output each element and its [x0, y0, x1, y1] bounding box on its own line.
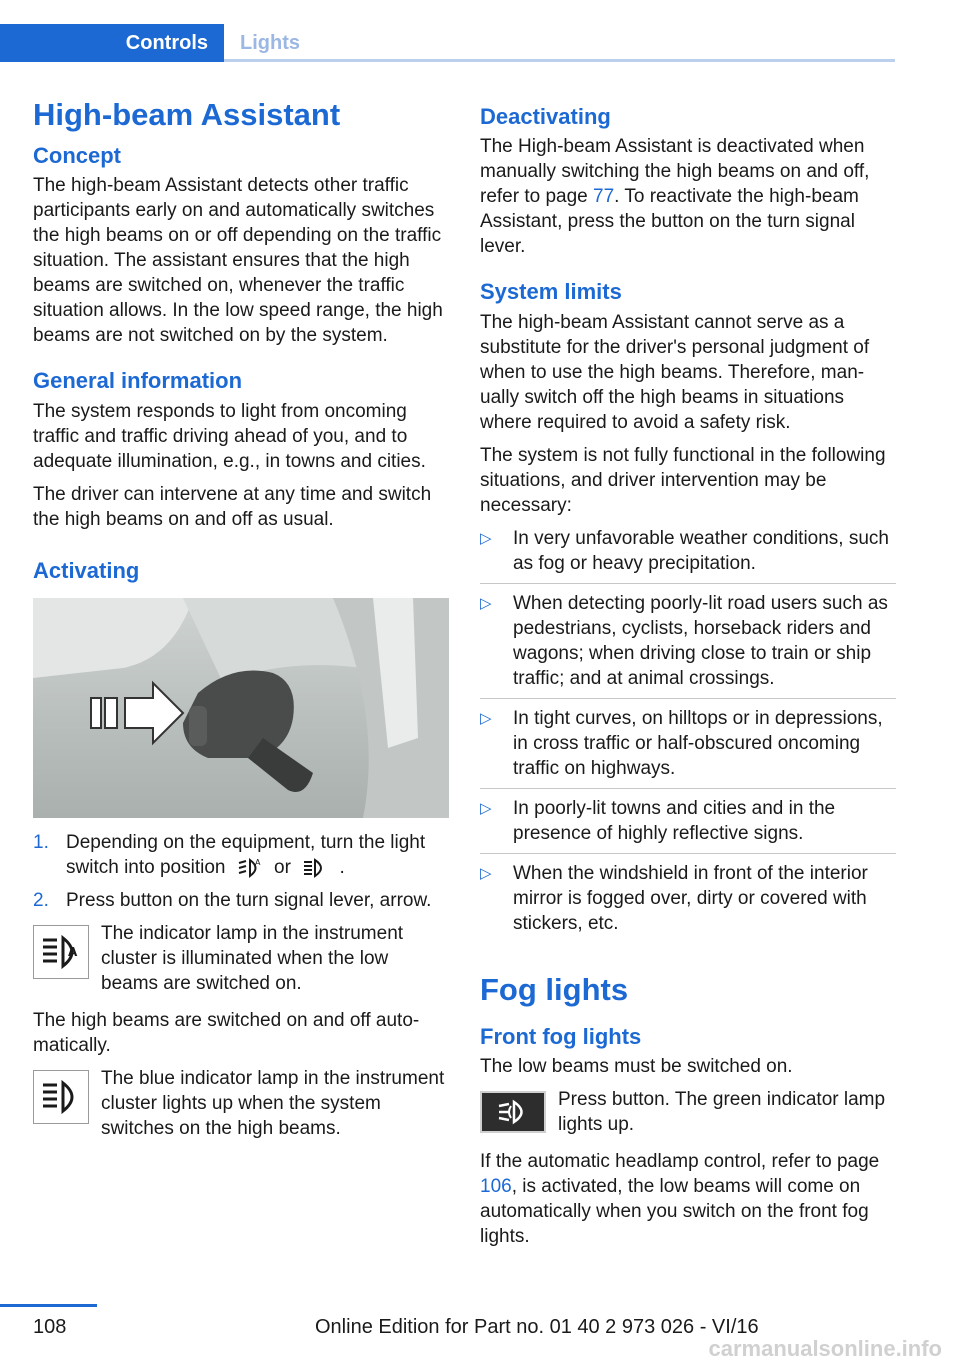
- list-item: [33, 888, 449, 913]
- tab-controls[interactable]: Controls: [0, 24, 224, 62]
- general-info-text-2: The driver can intervene at any time and switch the high beams on and off as usual.: [33, 483, 432, 530]
- system-limits-heading: System limits: [480, 279, 622, 305]
- list-item-text: In tight curves, on hilltops or in depressions, in cross traffic or half-obscured oncoming traffic on highways.: [513, 707, 883, 779]
- step-text: Press button on the turn signal lever, arrow.: [66, 889, 432, 911]
- auto-switching-text: The high beams are switched on and off automatically.: [33, 1009, 420, 1056]
- watermark: carmanualsonline.info: [708, 1336, 942, 1361]
- list-item: [480, 861, 896, 943]
- system-limits-text-2: The system is not fully functional in the following situations, and driver intervention may be necessary:: [480, 444, 886, 516]
- indicator-text-2: The blue indicator lamp in the instrument cluster lights up when the system switches on the high beams.: [101, 1067, 445, 1139]
- concept-heading: Concept: [33, 142, 121, 168]
- svg-text:A: A: [68, 944, 78, 959]
- front-fog-text-2a: If the automatic headlamp control, refer to page: [480, 1150, 880, 1172]
- tab-lights[interactable]: Lights: [240, 31, 300, 54]
- list-item: [480, 796, 896, 854]
- edition-text: Online Edition for Part no. 01 40 2 973 026 - VI/16: [315, 1316, 759, 1338]
- system-limits-list: [480, 526, 896, 943]
- general-info-heading: General information: [33, 368, 243, 394]
- footer-divider: [0, 1304, 97, 1307]
- list-item-text: In very unfavorable weather conditions, such as fog or heavy precipitation.: [513, 527, 889, 574]
- high-beam-assistant-indicator-icon: [33, 925, 89, 979]
- triangle-bullet-icon: ▷: [480, 799, 492, 817]
- page-title: High-beam Assistant: [33, 97, 341, 132]
- deactivating-heading: Deactivating: [480, 104, 611, 129]
- svg-text:A: A: [254, 857, 261, 867]
- activating-steps: [33, 830, 449, 913]
- list-item: [480, 706, 896, 789]
- triangle-bullet-icon: ▷: [480, 594, 492, 612]
- front-fog-text-2b: , is activated, the low beams will come on automatically when you switch on the front fog lights.: [480, 1175, 869, 1247]
- list-item-text: When detecting poorly-lit road users such as pedestrians, cyclists, horseback riders and wagons; when driving close to train or ship traffic; and at animal crossings.: [513, 592, 888, 689]
- activating-heading: Activating: [33, 557, 140, 583]
- turn-signal-lever-photo: [33, 598, 449, 818]
- high-beam-indicator-icon: [33, 1070, 89, 1124]
- fog-button-text: Press button. The green indicator lamp lights up.: [558, 1088, 886, 1135]
- deactivating-text-b: . To reactivate the high-beam Assistant, press the button on the turn signal lever.: [480, 186, 859, 258]
- system-limits-text-1: The high-beam Assistant cannot serve as a substitute for the driver's personal judgment of when to use the high beams. Therefore, manually switch off the high beams in situations where required to avoid a safety risk.: [480, 311, 870, 433]
- list-item: [480, 591, 896, 699]
- left-column: [33, 96, 449, 1153]
- list-item-text: When the windshield in front of the interior mirror is fogged over, dirty or covered with stickers, etc.: [513, 862, 868, 934]
- indicator-text-1: The indicator lamp in the instrument cluster is illuminated when the low beams are switched on.: [101, 922, 404, 994]
- fog-button-row: [480, 1087, 896, 1137]
- deactivating-text: [480, 134, 896, 259]
- triangle-bullet-icon: ▷: [480, 529, 492, 547]
- step-number: 1.: [33, 831, 49, 853]
- step-number: 2.: [33, 889, 49, 911]
- concept-text: The high-beam Assistant detects other traffic participants early on and automatically switches the high beams on or off depending on the traffic situation. The assistant ensures that the high beams are switched on, whenever the traffic situation allows. In the low speed range, the high beams are not switched on by the system.: [33, 175, 443, 347]
- right-column: [480, 104, 896, 1257]
- list-item-text: In poorly-lit towns and cities and in the presence of highly reflective signs.: [513, 797, 836, 844]
- low-beam-icon: [302, 857, 328, 879]
- indicator-lamp-row-1: [33, 921, 449, 996]
- general-info-text-1: The system responds to light from oncoming traffic and traffic driving ahead of you, and to adequate illumination, e.g., in towns and cities.: [33, 400, 426, 472]
- front-fog-lights-heading: Front fog lights: [480, 1023, 642, 1049]
- step-or: or: [274, 856, 291, 878]
- triangle-bullet-icon: ▷: [480, 864, 492, 882]
- fog-lights-heading: Fog lights: [480, 971, 629, 1007]
- lever-illustration: [33, 598, 449, 818]
- header-divider: [224, 59, 895, 62]
- deactivating-text-a: The High-beam Assistant is deactivated when manually switching the high beams on and off, refer to page: [480, 136, 870, 208]
- front-fog-text-1: The low beams must be switched on.: [480, 1055, 793, 1077]
- front-fog-light-button-icon: [480, 1091, 546, 1133]
- triangle-bullet-icon: ▷: [480, 709, 492, 727]
- step-text: Depending on the equipment, turn the light switch into position: [66, 831, 426, 878]
- step-end: .: [339, 856, 345, 878]
- indicator-lamp-row-2: [33, 1066, 449, 1141]
- page-header: [0, 0, 895, 62]
- page-link-77[interactable]: 77: [593, 186, 615, 208]
- page-link-106[interactable]: 106: [480, 1175, 512, 1197]
- list-item: [480, 526, 896, 584]
- front-fog-text-2: [480, 1149, 896, 1249]
- page-number: 108: [33, 1316, 67, 1338]
- list-item: [33, 830, 449, 880]
- auto-headlight-icon: [237, 857, 263, 879]
